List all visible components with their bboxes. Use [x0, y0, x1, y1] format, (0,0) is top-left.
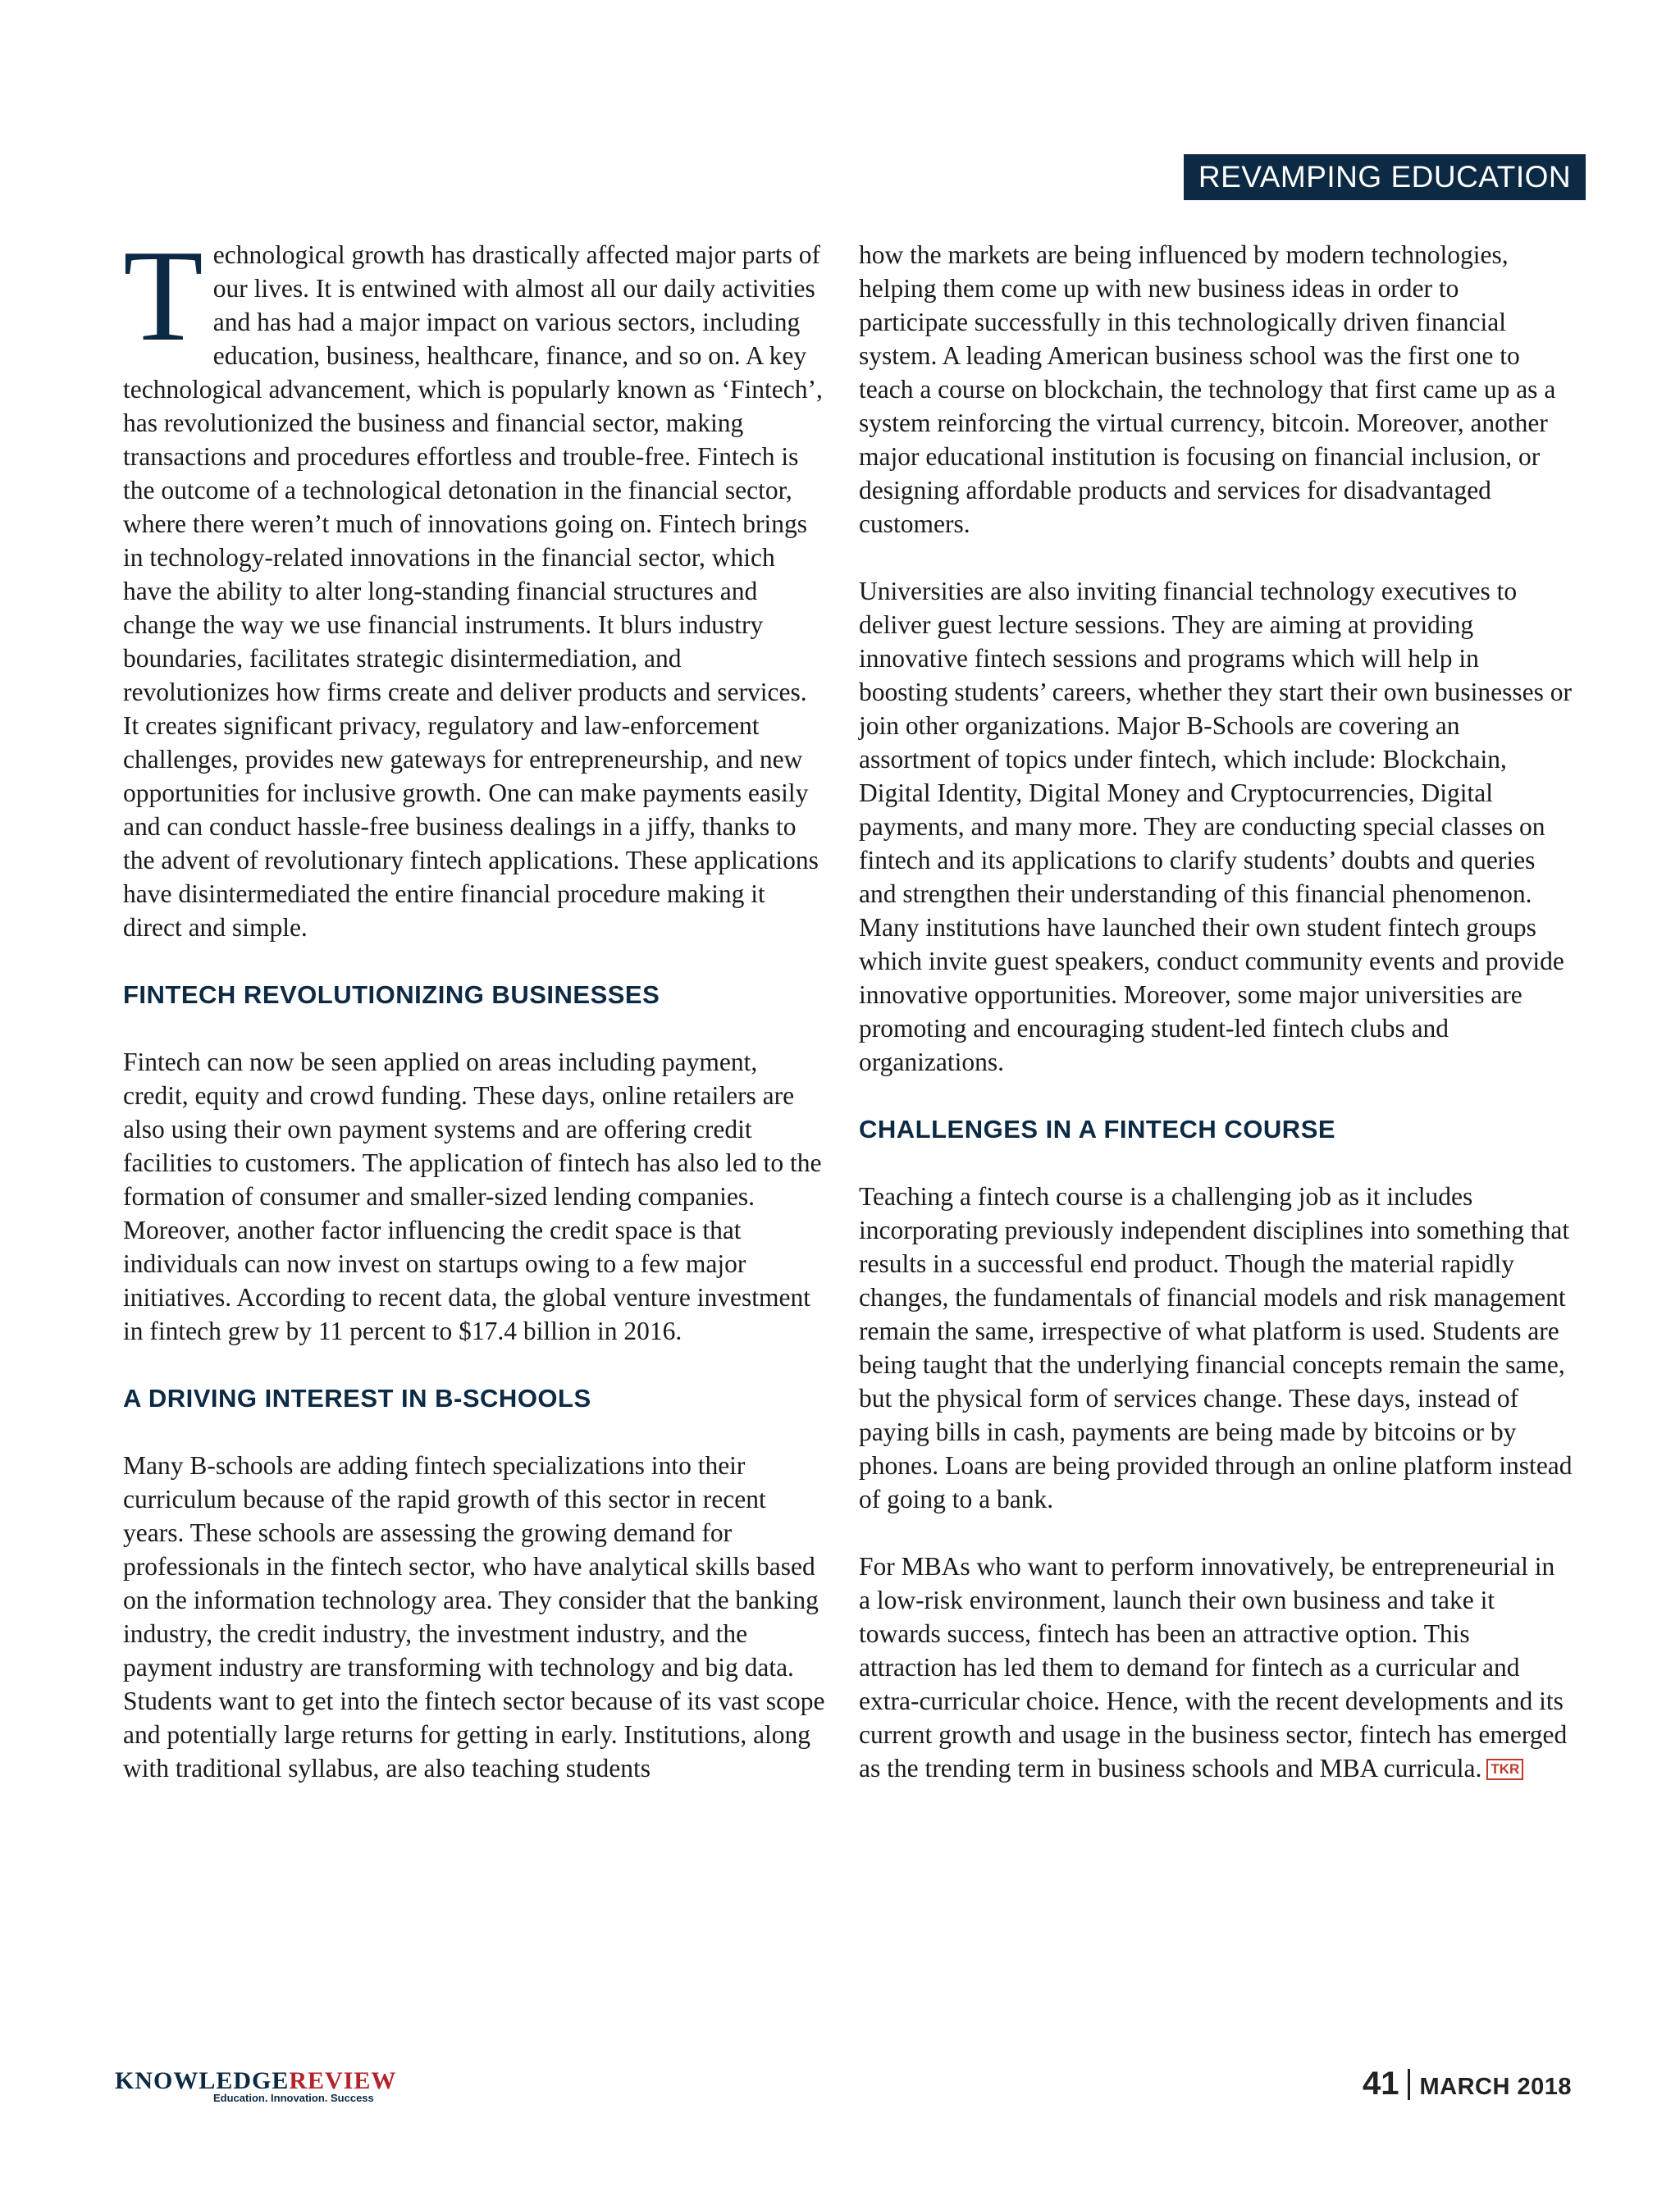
right-column	[859, 238, 1573, 1785]
paragraph-mbas	[859, 1550, 1573, 1785]
intro-paragraph	[123, 222, 829, 944]
end-mark-logo: TKR	[1486, 1759, 1523, 1780]
logo-tagline: Education. Innovation. Success	[213, 2092, 374, 2104]
left-column	[123, 222, 829, 1785]
page-number: 41	[1363, 2066, 1399, 2102]
footer-divider	[1408, 2069, 1410, 2100]
section-tag: REVAMPING EDUCATION	[1184, 154, 1586, 200]
paragraph-mbas-text: For MBAs who want to perform innovatively, be entrepreneurial in a low-risk environment, launch their own business and take it towards success, fintech has been an attractive option. This attraction has led them to demand for fintech as a curricular and extra-curricular choice. Hence, with the recent developments and its current growth and usage in the business sector, fintech has emerged as the trending term in business schools and MBA curricula.	[859, 1552, 1568, 1783]
magazine-logo	[115, 2067, 396, 2103]
paragraph-fintech-applied: Fintech can now be seen applied on areas including payment, credit, equity and crowd funding. These days, online retailers are also using their own payment systems and are offering credit facilities to customers. The application of fintech has also led to the formation of consumer and smaller-sized lending companies. Moreover, another factor influencing the credit space is that individuals can now invest on startups owing to a few major initiatives. According to recent data, the global venture investment in fintech grew by 11 percent to $17.4 billion in 2016.	[123, 1048, 822, 1345]
paragraph-b-schools: Many B-schools are adding fintech specializations into their curriculum because of the rapid growth of this sector in recent years. These schools are assessing the growing demand for professionals in the fintech sector, who have analytical skills based on the information technology area. They consider that the banking industry, the credit industry, the investment industry, and the payment industry are transforming with technology and big data. Students want to get into the fintech sector because of its vast scope and potentially large returns for getting in early. Institutions, along with traditional syllabus, are also teaching students	[123, 1451, 825, 1783]
logo-main: KNOWLEDGE	[115, 2067, 290, 2094]
intro-text: echnological growth has drastically affected major parts of our lives. It is entwined with almost all our daily activities and has had a major impact on various sectors, including education, business, healthcare, finance, and so on. A key technological advancement, which is popularly known as ‘Fintech’, has revolutionized the business and financial sector, making transactions and procedures effortless and trouble-free. Fintech is the outcome of a technological detonation in the financial sector, where there weren’t much of innovations going on. Fintech brings in technology-related innovations in the financial sector, which have the ability to alter long-standing financial structures and change the way we use financial instruments. It blurs industry boundaries, facilitates strategic disintermediation, and revolutionizes how firms create and deliver products and services. It creates significant privacy, regulatory and law-enforcement challenges, provides new gateways for entrepreneurship, and new opportunities for inclusive growth. One can make payments easily and can conduct hassle-free business dealings in a jiffy, thanks to the advent of revolutionary fintech applications. These applications have disintermediated the entire financial procedure making it direct and simple.	[123, 240, 823, 942]
heading-fintech-revolutionizing: FINTECH REVOLUTIONIZING BUSINESSES	[123, 980, 660, 1009]
paragraph-universities: Universities are also inviting financial technology executives to deliver guest lecture sessions. They are aiming at providing innovative fintech sessions and programs which will help in boosting students’ careers, whether they start their own businesses or join other organizations. Major B-Schools are covering an assortment of topics under fintech, which include: Blockchain, Digital Identity, Digital Money and Cryptocurrencies, Digital payments, and many more. They are conducting special classes on fintech and its applications to clarify students’ doubts and queries and strengthen their understanding of this financial phenomenon. Many institutions have launched their own student fintech groups which invite guest speakers, conduct community events and provide innovative opportunities. Moreover, some major universities are promoting and encouraging student-led fintech clubs and organizations.	[859, 577, 1572, 1076]
issue-date: MARCH 2018	[1419, 2074, 1572, 2100]
paragraph-teaching: Teaching a fintech course is a challenging job as it includes incorporating previously independent disciplines into something that results in a successful end product. Though the material rapidly changes, the fundamentals of financial models and risk management remain the same, irrespective of what platform is used. Students are being taught that the underlying financial concepts remain the same, but the physical form of services change. These days, instead of paying bills in cash, payments are being made by bitcoins or by phones. Loans are being provided through an online platform instead of going to a bank.	[859, 1182, 1573, 1513]
heading-driving-interest: A DRIVING INTEREST IN B-SCHOOLS	[123, 1384, 591, 1413]
logo-accent: REVIEW	[289, 2067, 397, 2094]
page-footer	[1363, 2066, 1572, 2102]
drop-cap: T	[123, 222, 203, 368]
paragraph-markets: how the markets are being influenced by modern technologies, helping them come up with new business ideas in order to participate successfully in this technologically driven financial system. A leading American business school was the first one to teach a course on blockchain, the technology that first came up as a system reinforcing the virtual currency, bitcoin. Moreover, another major educational institution is focusing on financial inclusion, or designing affordable products and services for disadvantaged customers.	[859, 240, 1556, 538]
heading-challenges: CHALLENGES IN A FINTECH COURSE	[859, 1115, 1336, 1144]
